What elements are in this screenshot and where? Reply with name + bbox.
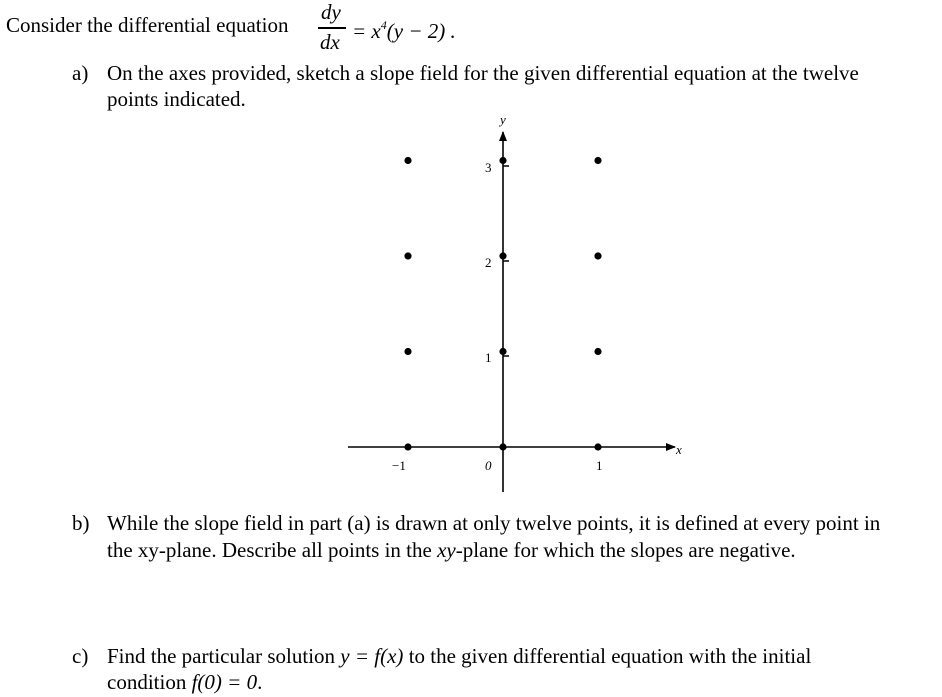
slope-field-point xyxy=(594,443,601,450)
x-axis-label: x xyxy=(676,442,682,457)
rhs-exponent: 4 xyxy=(380,18,387,32)
slope-field-point xyxy=(499,252,506,259)
rhs-post: (y − 2) . xyxy=(386,19,456,43)
part-b-line-2-b: -plane for which the slopes are negative. xyxy=(455,538,796,562)
slope-field-point xyxy=(404,252,411,259)
y-tick-label: 3 xyxy=(485,160,492,175)
y-axis-label: y xyxy=(500,112,506,127)
slope-field-axes xyxy=(330,110,690,500)
x-tick-label: 0 xyxy=(485,458,492,473)
part-b-line-1: While the slope field in part (a) is drawn at only twelve points, it is defined at every point in xyxy=(107,511,881,535)
part-c-equation: y = f(x) xyxy=(340,644,404,668)
fraction-numerator: dy xyxy=(321,0,341,24)
rhs-pre: = x xyxy=(352,19,381,43)
part-c-label: c) xyxy=(72,644,89,668)
equation-rhs xyxy=(352,12,456,44)
part-c-line-2-a: condition xyxy=(107,670,192,694)
part-c-line-1 xyxy=(107,643,811,669)
part-b-label: b) xyxy=(72,511,90,535)
part-c-line-2 xyxy=(107,669,262,695)
fraction-bar xyxy=(318,27,346,29)
x-tick-label: 1 xyxy=(596,458,603,473)
derivative-fraction xyxy=(318,0,348,56)
part-a-label: a) xyxy=(72,61,89,85)
part-c-line-1-b: to the given differential equation with the initial xyxy=(403,644,812,668)
part-b-line-2-a: the xy-plane. Describe all points in the xyxy=(107,538,438,562)
slope-field-point xyxy=(404,348,411,355)
y-tick-label: 1 xyxy=(485,350,492,365)
slope-field-point xyxy=(499,348,506,355)
part-a-line-1: On the axes provided, sketch a slope field for the given differential equation at the twelve xyxy=(107,61,859,85)
y-tick-label: 2 xyxy=(485,255,492,270)
slope-field-point xyxy=(594,157,601,164)
part-c-line-2-b: . xyxy=(257,670,263,694)
slope-field-point xyxy=(499,443,506,450)
fraction-denominator: dx xyxy=(320,30,340,54)
slope-field-point xyxy=(499,157,506,164)
part-a-line-2: points indicated. xyxy=(107,87,246,111)
intro-text: Consider the differential equation xyxy=(6,13,289,37)
slope-field-point xyxy=(594,348,601,355)
slope-field-point xyxy=(594,252,601,259)
slope-field-point xyxy=(404,157,411,164)
part-c-initial-condition: f(0) = 0 xyxy=(191,670,258,694)
part-b-xy: xy xyxy=(437,538,456,562)
x-tick-label: −1 xyxy=(392,458,406,473)
part-c-line-1-a: Find the particular solution xyxy=(107,644,341,668)
slope-field-point xyxy=(404,443,411,450)
part-b-line-2 xyxy=(107,537,796,563)
